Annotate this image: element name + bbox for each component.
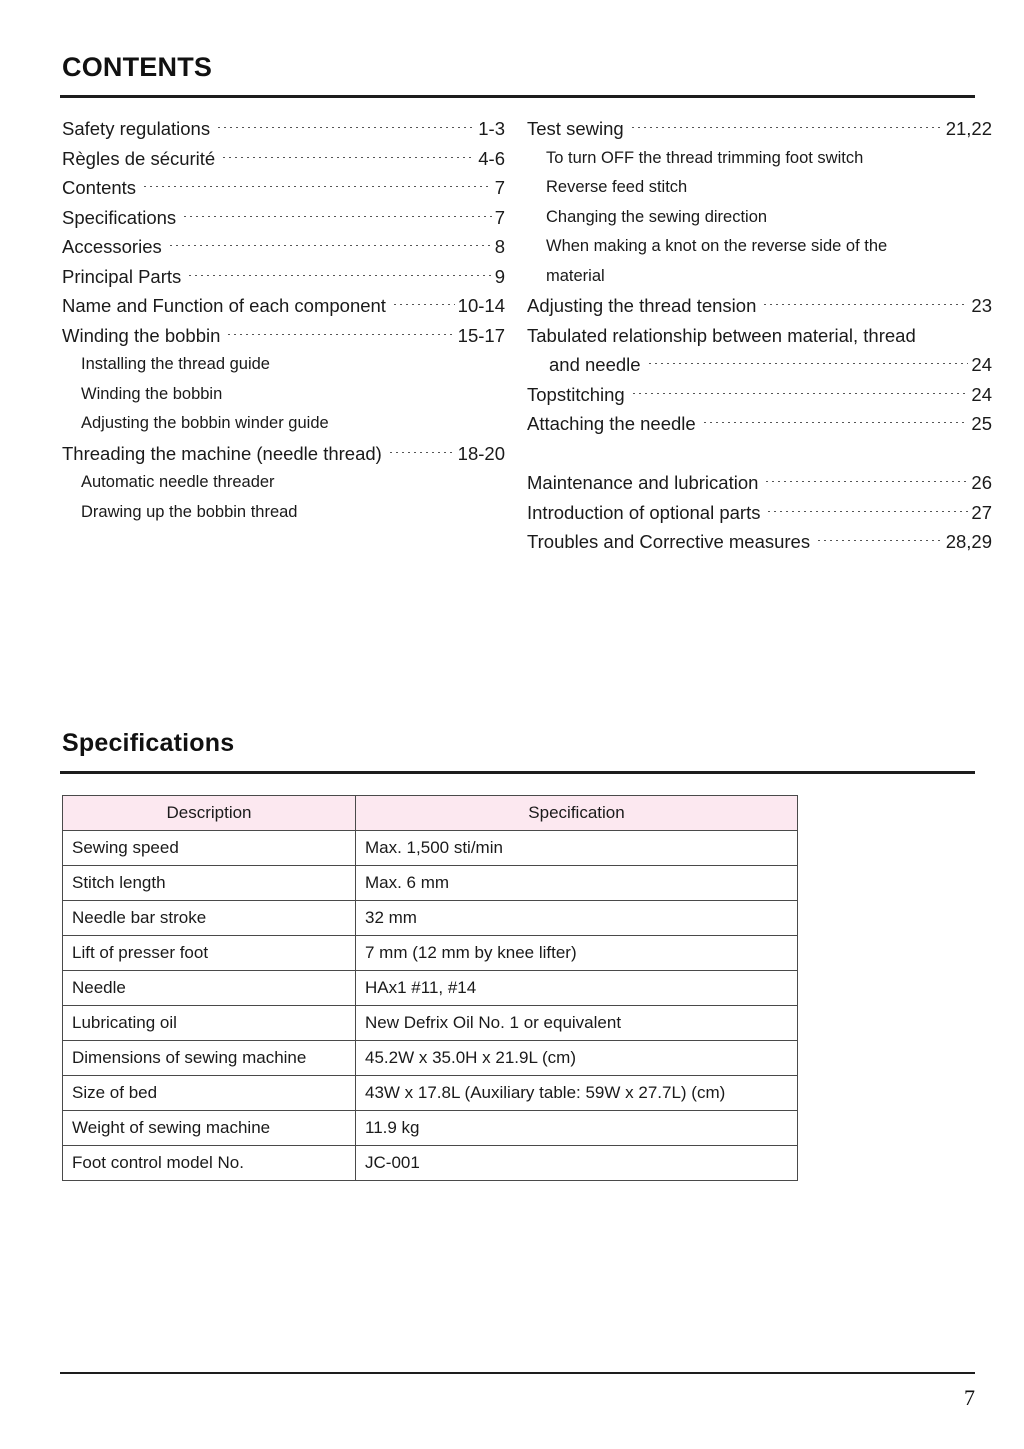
toc-dot-leader (816, 540, 943, 541)
toc-dot-leader (392, 304, 455, 305)
cell-description: Sewing speed (63, 831, 356, 866)
table-row (63, 1076, 798, 1111)
specifications-table (62, 795, 798, 1181)
toc-entry[interactable] (527, 144, 992, 174)
cell-specification: New Defrix Oil No. 1 or equivalent (356, 1006, 798, 1041)
table-row (63, 971, 798, 1006)
toc-right-column (527, 114, 992, 557)
toc-dot-leader (647, 363, 969, 364)
cell-description: Foot control model No. (63, 1146, 356, 1181)
cell-description: Weight of sewing machine (63, 1111, 356, 1146)
table-row (63, 1006, 798, 1041)
toc-dot-leader (182, 216, 492, 217)
cell-specification: 32 mm (356, 901, 798, 936)
toc-entry[interactable] (62, 144, 505, 174)
table-header-row (63, 796, 798, 831)
toc-entry-page: 10-14 (457, 295, 505, 316)
toc-entry-label: Contents (62, 177, 137, 198)
toc-entry-label: Specifications (62, 206, 177, 228)
toc-dot-leader (168, 245, 492, 246)
toc-entry-label: Introduction of optional parts (527, 501, 761, 523)
specifications-heading: Specifications (62, 729, 235, 757)
toc-entry-label: Changing the sewing direction (546, 207, 768, 226)
toc-entry[interactable] (527, 232, 992, 262)
toc-entry-page: 26 (971, 472, 992, 493)
contents-heading-rule (60, 95, 975, 98)
toc-dot-leader (142, 186, 492, 187)
contents-heading: CONTENTS (62, 52, 213, 82)
table-row (63, 831, 798, 866)
toc-entry[interactable] (62, 262, 505, 292)
toc-entry[interactable] (62, 468, 505, 498)
toc-entry[interactable] (527, 409, 992, 439)
toc-entry[interactable] (527, 203, 992, 233)
toc-entry[interactable] (62, 173, 505, 203)
toc-entry-label: Name and Function of each component (62, 295, 386, 316)
cell-specification: HAx1 #11, #14 (356, 971, 798, 1006)
toc-spacer (527, 439, 992, 469)
table-row (63, 866, 798, 901)
toc-entry-label: Accessories (62, 236, 162, 257)
cell-specification: 11.9 kg (356, 1111, 798, 1146)
toc-entry-page: 23 (971, 295, 992, 316)
toc-entry[interactable] (62, 380, 505, 410)
toc-dot-leader (630, 127, 943, 128)
toc-entry-page: 28,29 (945, 531, 992, 552)
toc-entry[interactable] (62, 409, 505, 439)
toc-entry[interactable] (62, 291, 505, 321)
toc-entry-label: Maintenance and lubrication (527, 472, 759, 493)
toc-entry[interactable] (62, 203, 505, 233)
toc-entry[interactable] (62, 321, 505, 351)
toc-entry-page: 27 (971, 501, 992, 523)
toc-dot-leader (216, 127, 475, 128)
cell-description: Stitch length (63, 866, 356, 901)
specifications-table-body (63, 831, 798, 1181)
toc-dot-leader (631, 393, 969, 394)
toc-entry-label: Règles de sécurité (62, 147, 216, 169)
toc-entry-page: 24 (971, 383, 992, 405)
toc-entry-page: 24 (971, 354, 992, 375)
toc-entry[interactable] (527, 173, 992, 203)
toc-entry[interactable] (62, 350, 505, 380)
toc-entry-page: 25 (971, 413, 992, 434)
specifications-heading-rule (60, 771, 975, 774)
toc-entry[interactable] (527, 498, 992, 528)
toc-dot-leader (766, 511, 968, 512)
table-row (63, 936, 798, 971)
toc-entry-page: 9 (494, 265, 505, 287)
toc-entry-page: 7 (494, 206, 505, 228)
toc-entry-page: 1-3 (478, 118, 505, 139)
cell-specification: 45.2W x 35.0H x 21.9L (cm) (356, 1041, 798, 1076)
toc-entry-label: Troubles and Corrective measures (527, 531, 811, 552)
toc-entry-label: Tabulated relationship between material, thread (527, 324, 916, 346)
toc-entry-label: Topstitching (527, 383, 625, 405)
toc-entry-page: 18-20 (457, 442, 505, 464)
column-header-description: Description (63, 796, 356, 831)
toc-entry-page: 4-6 (478, 147, 505, 169)
toc-left-column (62, 114, 505, 527)
toc-entry-label: Attaching the needle (527, 413, 696, 434)
cell-specification: Max. 1,500 sti/min (356, 831, 798, 866)
toc-entry-label: Threading the machine (needle thread) (62, 442, 382, 464)
toc-dot-leader (388, 452, 455, 453)
toc-entry-label: Principal Parts (62, 265, 182, 287)
toc-entry-label: Reverse feed stitch (546, 178, 688, 196)
toc-entry-label: material (546, 266, 605, 285)
cell-description: Lift of presser foot (63, 936, 356, 971)
table-row (63, 1146, 798, 1181)
toc-entry-label: Winding the bobbin (81, 384, 223, 403)
toc-entry[interactable] (527, 291, 992, 321)
toc-dot-leader (221, 157, 475, 158)
table-row (63, 901, 798, 936)
cell-description: Needle (63, 971, 356, 1006)
table-row (63, 1111, 798, 1146)
cell-specification: JC-001 (356, 1146, 798, 1181)
toc-entry[interactable] (527, 321, 992, 351)
toc-entry-page: 21,22 (945, 118, 992, 139)
toc-entry-label: Safety regulations (62, 118, 211, 139)
toc-entry-label: Installing the thread guide (81, 355, 270, 373)
cell-description: Size of bed (63, 1076, 356, 1111)
cell-description: Lubricating oil (63, 1006, 356, 1041)
toc-entry-page: 15-17 (457, 324, 505, 346)
toc-entry-label: Adjusting the thread tension (527, 295, 757, 316)
toc-entry-label: and needle (549, 354, 641, 375)
toc-entry-label: Test sewing (527, 118, 624, 139)
toc-entry[interactable] (527, 262, 992, 292)
toc-entry-label: To turn OFF the thread trimming foot switch (546, 148, 864, 167)
cell-description: Needle bar stroke (63, 901, 356, 936)
cell-specification: Max. 6 mm (356, 866, 798, 901)
toc-entry-label: When making a knot on the reverse side of the (546, 237, 888, 255)
table-row (63, 1041, 798, 1076)
toc-entry-page: 7 (494, 177, 505, 198)
page-number: 7 (964, 1385, 975, 1410)
toc-entry-label: Adjusting the bobbin winder guide (81, 414, 329, 432)
toc-entry[interactable] (62, 498, 505, 528)
toc-dot-leader (762, 304, 968, 305)
toc-dot-leader (187, 275, 491, 276)
cell-specification: 43W x 17.8L (Auxiliary table: 59W x 27.7L) (cm) (356, 1076, 798, 1111)
toc-entry-page: 8 (494, 236, 505, 257)
column-header-specification: Specification (356, 796, 798, 831)
toc-entry[interactable] (527, 380, 992, 410)
toc-entry[interactable] (527, 468, 992, 498)
toc-entry-label: Automatic needle threader (81, 473, 275, 491)
toc-dot-leader (764, 481, 968, 482)
toc-dot-leader (702, 422, 969, 423)
toc-entry[interactable] (527, 114, 992, 144)
toc-entry[interactable] (62, 439, 505, 469)
cell-specification: 7 mm (12 mm by knee lifter) (356, 936, 798, 971)
toc-entry-label: Drawing up the bobbin thread (81, 502, 298, 521)
toc-entry[interactable] (62, 114, 505, 144)
toc-entry-label: Winding the bobbin (62, 324, 221, 346)
toc-entry[interactable] (527, 350, 992, 380)
cell-description: Dimensions of sewing machine (63, 1041, 356, 1076)
toc-entry[interactable] (62, 232, 505, 262)
footer-rule (60, 1372, 975, 1374)
toc-dot-leader (226, 334, 454, 335)
toc-entry[interactable] (527, 527, 992, 557)
